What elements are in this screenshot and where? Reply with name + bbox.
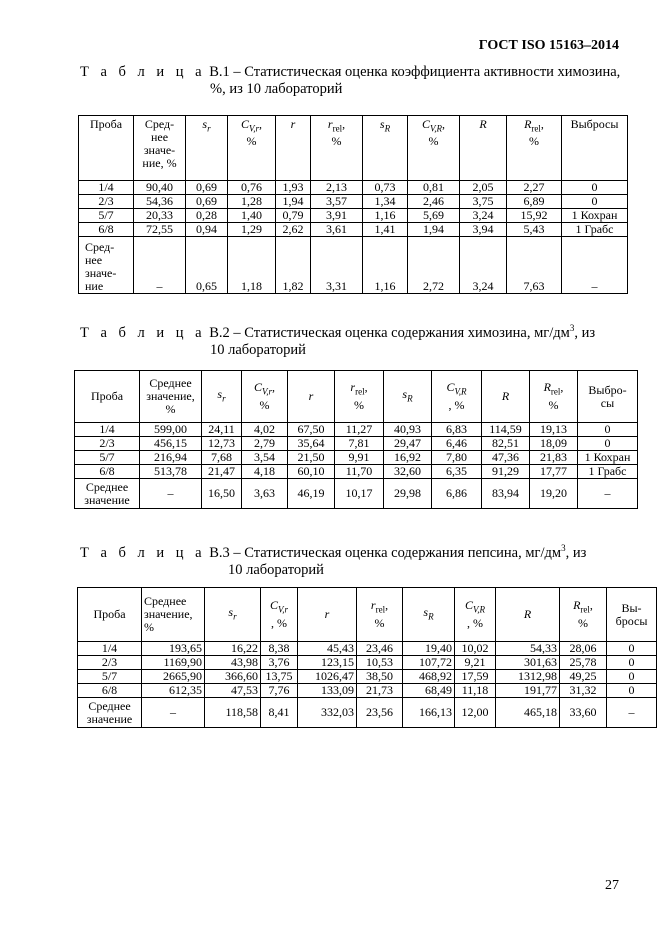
table-row [75, 451, 638, 465]
table-row [79, 195, 628, 209]
cell: 0 [562, 195, 628, 209]
cell: 19,20 [530, 479, 578, 509]
cell: 0,94 [186, 223, 228, 237]
cell: 2665,90 [142, 670, 205, 684]
mean-row [78, 698, 657, 728]
cell: 612,35 [142, 684, 205, 698]
mean-row [79, 237, 628, 294]
cell: 33,60 [560, 698, 607, 728]
cell: 28,06 [560, 642, 607, 656]
cell: 54,36 [134, 195, 186, 209]
col-header-sample: Проба [79, 116, 134, 181]
caption-text: – Статистическая оценка содержания пепсина, мг/дм [229, 544, 562, 561]
cell: 1,16 [363, 209, 408, 223]
cell: 11,27 [335, 423, 384, 437]
cell: 0,73 [363, 181, 408, 195]
cell: 7,76 [261, 684, 298, 698]
col-header-sample: Проба [78, 588, 142, 642]
cell: 29,47 [384, 437, 432, 451]
cell: – [578, 479, 638, 509]
cell: 2/3 [79, 195, 134, 209]
col-header-cvr: $C_{V,r}$, % [228, 116, 276, 181]
cell: 24,11 [202, 423, 242, 437]
cell: 2/3 [75, 437, 140, 451]
table-row [75, 465, 638, 479]
cell: 3,57 [311, 195, 363, 209]
table-b2 [74, 370, 638, 509]
cell: 6,86 [432, 479, 482, 509]
cell: 16,50 [202, 479, 242, 509]
cell: 5,43 [507, 223, 562, 237]
cell: 12,00 [455, 698, 496, 728]
cell: 3,54 [242, 451, 288, 465]
cell: 47,36 [482, 451, 530, 465]
cell: 6/8 [75, 465, 140, 479]
cell: 7,80 [432, 451, 482, 465]
cell: 1,94 [276, 195, 311, 209]
cell: 0,69 [186, 195, 228, 209]
cell: 9,21 [455, 656, 496, 670]
page-number: 27 [605, 878, 619, 893]
caption-superscript: 3 [569, 323, 575, 333]
cell: 9,91 [335, 451, 384, 465]
cell: 68,49 [403, 684, 455, 698]
cell: 1,40 [228, 209, 276, 223]
cell: 6/8 [78, 684, 142, 698]
cell: 5/7 [79, 209, 134, 223]
table-row [79, 223, 628, 237]
cell: 6,35 [432, 465, 482, 479]
col-header-outliers: Вы- бросы [607, 588, 657, 642]
cell: 1,34 [363, 195, 408, 209]
col-header-r: r [298, 588, 357, 642]
caption-number: В.2 [209, 324, 230, 341]
cell: 35,64 [288, 437, 335, 451]
col-header-cvR: $C_{V,R}$, % [408, 116, 460, 181]
caption-number: В.3 [209, 544, 230, 561]
cell: 13,75 [261, 670, 298, 684]
cell: 91,29 [482, 465, 530, 479]
mean-row [75, 479, 638, 509]
col-header-R: R [460, 116, 507, 181]
col-header-r: r [276, 116, 311, 181]
cell: 332,03 [298, 698, 357, 728]
cell: 1169,90 [142, 656, 205, 670]
table-row [78, 684, 657, 698]
cell: 191,77 [496, 684, 560, 698]
cell: 5,69 [408, 209, 460, 223]
cell: 1 Кохран [562, 209, 628, 223]
cell: – [134, 237, 186, 294]
cell: 366,60 [205, 670, 261, 684]
caption-text: – Статистическая оценка коэффициента активности химозина, [229, 64, 621, 80]
col-header-mean: Среднее значение, % [140, 371, 202, 423]
cell: 2,72 [408, 237, 460, 294]
cell: 0,76 [228, 181, 276, 195]
cell: 1 Грабс [578, 465, 638, 479]
col-header-sr: $s_r$ [205, 588, 261, 642]
cell: 1/4 [75, 423, 140, 437]
cell: 21,83 [530, 451, 578, 465]
cell: 0,81 [408, 181, 460, 195]
cell: 6/8 [79, 223, 134, 237]
table-b3-caption [80, 540, 620, 579]
cell: 0,79 [276, 209, 311, 223]
cell: 47,53 [205, 684, 261, 698]
caption-prefix: Т а б л и ц а [80, 64, 206, 80]
cell: 123,15 [298, 656, 357, 670]
cell: 17,59 [455, 670, 496, 684]
cell: 1,29 [228, 223, 276, 237]
cell: 15,92 [507, 209, 562, 223]
cell: 16,22 [205, 642, 261, 656]
cell: 1 Кохран [578, 451, 638, 465]
cell: 216,94 [140, 451, 202, 465]
cell: 60,10 [288, 465, 335, 479]
cell: – [142, 698, 205, 728]
cell: 0,28 [186, 209, 228, 223]
cell: 18,09 [530, 437, 578, 451]
cell: 0 [607, 656, 657, 670]
cell: 3,31 [311, 237, 363, 294]
cell: 2/3 [78, 656, 142, 670]
cell: 3,91 [311, 209, 363, 223]
cell: 6,89 [507, 195, 562, 209]
col-header-rrel: $r_{rel}$, % [335, 371, 384, 423]
table-row [75, 423, 638, 437]
cell: 0 [562, 181, 628, 195]
caption-prefix: Т а б л и ц а [80, 544, 206, 561]
cell: – [140, 479, 202, 509]
cell: 0 [607, 642, 657, 656]
cell: 107,72 [403, 656, 455, 670]
cell: 40,93 [384, 423, 432, 437]
caption-number: В.1 [209, 64, 230, 80]
cell: 7,63 [507, 237, 562, 294]
col-header-Rrel: $R_{rel}$, % [507, 116, 562, 181]
caption-tail: , из [565, 544, 587, 561]
cell: 19,13 [530, 423, 578, 437]
mean-row-label: Сред- нее значе- ние [79, 237, 134, 294]
cell: 1,18 [228, 237, 276, 294]
table-b1-caption [80, 64, 620, 98]
cell: – [562, 237, 628, 294]
cell: 0,65 [186, 237, 228, 294]
cell: 3,63 [242, 479, 288, 509]
cell: 17,77 [530, 465, 578, 479]
cell: 2,62 [276, 223, 311, 237]
cell: 1312,98 [496, 670, 560, 684]
cell: 31,32 [560, 684, 607, 698]
table-b1 [78, 115, 628, 294]
cell: 1,93 [276, 181, 311, 195]
col-header-rrel: $r_{rel}$, % [357, 588, 403, 642]
col-header-sr: $s_r$ [202, 371, 242, 423]
cell: 72,55 [134, 223, 186, 237]
cell: 301,63 [496, 656, 560, 670]
cell: 21,47 [202, 465, 242, 479]
cell: 45,43 [298, 642, 357, 656]
cell: 5/7 [78, 670, 142, 684]
cell: 5/7 [75, 451, 140, 465]
standard-header: ГОСТ ISO 15163–2014 [478, 38, 619, 53]
cell: 25,78 [560, 656, 607, 670]
cell: 3,24 [460, 209, 507, 223]
table-row [78, 642, 657, 656]
mean-row-label: Среднее значение [78, 698, 142, 728]
cell: 38,50 [357, 670, 403, 684]
cell: 49,25 [560, 670, 607, 684]
cell: 0 [607, 684, 657, 698]
cell: 8,41 [261, 698, 298, 728]
cell: 2,79 [242, 437, 288, 451]
caption-line2: 10 лабораторий [228, 561, 324, 578]
caption-superscript: 3 [561, 543, 566, 553]
cell: 82,51 [482, 437, 530, 451]
cell: 10,53 [357, 656, 403, 670]
cell: 1,41 [363, 223, 408, 237]
cell: 90,40 [134, 181, 186, 195]
cell: 20,33 [134, 209, 186, 223]
col-header-rrel: $r_{rel}$, % [311, 116, 363, 181]
cell: 2,46 [408, 195, 460, 209]
cell: 29,98 [384, 479, 432, 509]
cell: 1,28 [228, 195, 276, 209]
cell: 468,92 [403, 670, 455, 684]
col-header-R: R [496, 588, 560, 642]
cell: 133,09 [298, 684, 357, 698]
caption-tail: , из [574, 324, 596, 341]
cell: 3,61 [311, 223, 363, 237]
cell: 2,27 [507, 181, 562, 195]
caption-line2: 10 лабораторий [210, 341, 306, 358]
cell: 599,00 [140, 423, 202, 437]
col-header-cvr: $C_{V,r}$ , % [261, 588, 298, 642]
col-header-cvr: $C_{V,r}$, % [242, 371, 288, 423]
caption-text: – Статистическая оценка содержания химозина, мг/дм [229, 324, 570, 341]
col-header-Rrel: $R_{rel}$, % [560, 588, 607, 642]
cell: 10,02 [455, 642, 496, 656]
col-header-R: R [482, 371, 530, 423]
table-row [78, 656, 657, 670]
caption-prefix: Т а б л и ц а [80, 324, 206, 341]
table-row [78, 670, 657, 684]
cell: 1026,47 [298, 670, 357, 684]
cell: 1,82 [276, 237, 311, 294]
cell: 1/4 [79, 181, 134, 195]
table-row [75, 437, 638, 451]
cell: 12,73 [202, 437, 242, 451]
col-header-sR: $s_R$ [363, 116, 408, 181]
cell: 32,60 [384, 465, 432, 479]
cell: 4,02 [242, 423, 288, 437]
cell: 465,18 [496, 698, 560, 728]
cell: 7,68 [202, 451, 242, 465]
cell: 10,17 [335, 479, 384, 509]
cell: 19,40 [403, 642, 455, 656]
cell: 166,13 [403, 698, 455, 728]
col-header-cvR: $C_{V,R}$ , % [455, 588, 496, 642]
cell: 1,94 [408, 223, 460, 237]
col-header-outliers: Выбро- сы [578, 371, 638, 423]
cell: 513,78 [140, 465, 202, 479]
cell: 23,46 [357, 642, 403, 656]
col-header-sR: $s_R$ [403, 588, 455, 642]
table-b2-caption [80, 320, 620, 359]
cell: 118,58 [205, 698, 261, 728]
cell: 43,98 [205, 656, 261, 670]
cell: 3,24 [460, 237, 507, 294]
table-b3 [77, 587, 657, 728]
cell: 193,65 [142, 642, 205, 656]
cell: 0 [607, 670, 657, 684]
col-header-cvR: $C_{V,R}$ , % [432, 371, 482, 423]
caption-line2: %, из 10 лабораторий [210, 81, 343, 97]
cell: 456,15 [140, 437, 202, 451]
table-row [79, 209, 628, 223]
cell: 0 [578, 437, 638, 451]
cell: 1,16 [363, 237, 408, 294]
col-header-r: r [288, 371, 335, 423]
cell: 0,69 [186, 181, 228, 195]
col-header-outliers: Выбросы [562, 116, 628, 181]
col-header-Rrel: $R_{rel}$, % [530, 371, 578, 423]
cell: 2,05 [460, 181, 507, 195]
cell: 8,38 [261, 642, 298, 656]
cell: 67,50 [288, 423, 335, 437]
table-row [79, 181, 628, 195]
mean-row-label: Среднее значение [75, 479, 140, 509]
col-header-sR: $s_R$ [384, 371, 432, 423]
cell: 11,70 [335, 465, 384, 479]
cell: 3,76 [261, 656, 298, 670]
cell: 6,83 [432, 423, 482, 437]
col-header-mean: Среднее значение, % [142, 588, 205, 642]
cell: 6,46 [432, 437, 482, 451]
cell: 0 [578, 423, 638, 437]
cell: – [607, 698, 657, 728]
cell: 16,92 [384, 451, 432, 465]
cell: 54,33 [496, 642, 560, 656]
cell: 1 Грабс [562, 223, 628, 237]
cell: 3,94 [460, 223, 507, 237]
col-header-sr: $s_r$ [186, 116, 228, 181]
cell: 114,59 [482, 423, 530, 437]
col-header-sample: Проба [75, 371, 140, 423]
cell: 83,94 [482, 479, 530, 509]
col-header-mean: Сред- нее значе- ние, % [134, 116, 186, 181]
cell: 46,19 [288, 479, 335, 509]
cell: 11,18 [455, 684, 496, 698]
cell: 23,56 [357, 698, 403, 728]
cell: 21,73 [357, 684, 403, 698]
cell: 4,18 [242, 465, 288, 479]
cell: 2,13 [311, 181, 363, 195]
cell: 3,75 [460, 195, 507, 209]
cell: 1/4 [78, 642, 142, 656]
cell: 7,81 [335, 437, 384, 451]
cell: 21,50 [288, 451, 335, 465]
